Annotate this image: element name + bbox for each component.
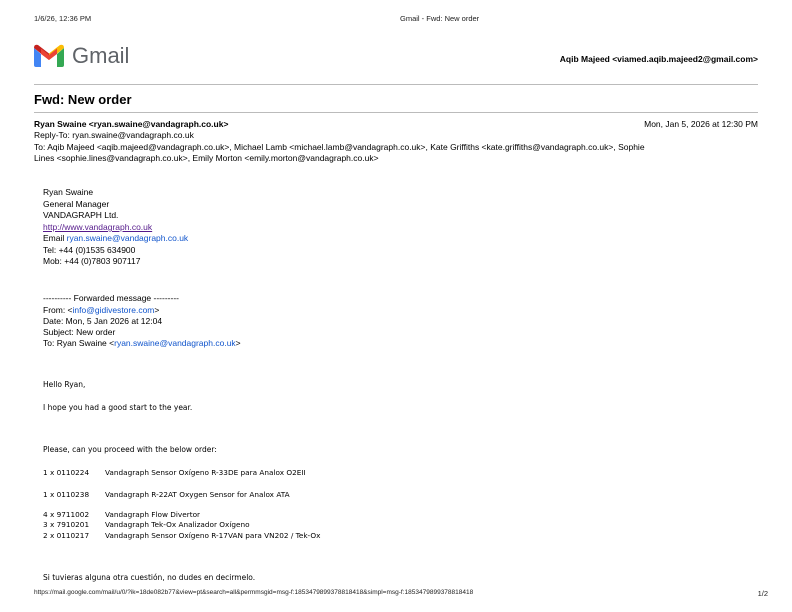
print-datetime: 1/6/26, 12:36 PM (34, 14, 92, 23)
forwarded-from-link[interactable]: info@gidivestore.com (72, 305, 155, 315)
order-desc: Vandagraph Sensor Oxígeno R-17VAN para VN202 / Tek-Ox (105, 531, 321, 540)
signature-email-row (43, 233, 188, 244)
forwarded-to-end: > (235, 338, 241, 348)
order-desc: Vandagraph Sensor Oxígeno R-33DE para Analox O2EII (105, 468, 306, 477)
signature-email-label: Email (43, 233, 67, 243)
order-desc: Vandagraph R-22AT Oxygen Sensor for Analox ATA (105, 490, 290, 499)
signature-role: General Manager (43, 199, 110, 209)
gmail-wordmark: Gmail (72, 43, 130, 68)
forwarded-subject: Subject: New order (43, 327, 116, 337)
forwarded-date: Date: Mon, 5 Jan 2026 at 12:04 (43, 316, 163, 326)
print-url: https://mail.google.com/mail/u/0/?ik=18de082b77&view=pt&search=all&permmsgid=msg-f:1853479899378818418&simpl=msg-f:1853479899378818418 (34, 589, 474, 596)
order-item (43, 510, 200, 519)
forwarded-from (43, 305, 159, 316)
forwarded-from-end: > (154, 305, 160, 315)
order-item (43, 490, 290, 499)
account-email: Aqib Majeed <viamed.aqib.majeed2@gmail.com> (559, 54, 758, 64)
body-greeting: Hello Ryan, (43, 380, 86, 389)
body-closing: Si tuvieras alguna otra cuestión, no dudes en decirmelo. (43, 573, 256, 582)
signature-company: VANDAGRAPH Ltd. (43, 210, 119, 220)
forwarded-to-label: To: Ryan Swaine < (43, 338, 115, 348)
signature-mob: Mob: +44 (0)7803 907117 (43, 256, 141, 266)
order-qty: 4 x 9711002 (43, 510, 90, 519)
forwarded-divider: ---------- Forwarded message --------- (43, 293, 179, 303)
order-qty: 3 x 7910201 (43, 520, 90, 529)
order-qty: 2 x 0110217 (43, 531, 90, 540)
order-desc: Vandagraph Tek-Ox Analizador Oxígeno (105, 520, 250, 529)
message-from: Ryan Swaine <ryan.swaine@vandagraph.co.uk> (34, 119, 229, 129)
body-line2: Please, can you proceed with the below order: (43, 445, 217, 454)
message-date: Mon, Jan 5, 2026 at 12:30 PM (644, 119, 758, 129)
order-item (43, 531, 320, 540)
top-divider (34, 84, 758, 85)
forwarded-to (43, 338, 241, 349)
forwarded-to-link[interactable]: ryan.swaine@vandagraph.co.uk (114, 338, 236, 348)
message-to-line2: Lines <sophie.lines@vandagraph.co.uk>, Emily Morton <emily.morton@vandagraph.co.uk> (34, 153, 379, 163)
order-qty: 1 x 0110224 (43, 468, 90, 477)
message-to-line1: To: Aqib Majeed <aqib.majeed@vandagraph.co.uk>, Michael Lamb <michael.lamb@vandagraph.co.uk>, Kate Griffiths <kate.griffiths@vandagraph.co.uk>, Sophie (34, 142, 645, 152)
order-qty: 1 x 0110238 (43, 490, 90, 499)
body-line1: I hope you had a good start to the year. (43, 403, 193, 412)
gmail-logo-icon (34, 44, 64, 68)
email-subject: Fwd: New order (34, 92, 132, 107)
order-item (43, 520, 250, 529)
order-item (43, 468, 306, 477)
message-reply-to: Reply-To: ryan.swaine@vandagraph.co.uk (34, 130, 194, 140)
signature-tel: Tel: +44 (0)1535 634900 (43, 245, 136, 255)
forwarded-from-label: From: < (43, 305, 73, 315)
signature-email-link[interactable]: ryan.swaine@vandagraph.co.uk (66, 233, 189, 243)
signature-website-link[interactable]: http://www.vandagraph.co.uk (43, 222, 153, 232)
signature-name: Ryan Swaine (43, 187, 94, 197)
order-desc: Vandagraph Flow Divertor (105, 510, 201, 519)
print-page-number: 1/2 (757, 589, 768, 598)
subject-divider (34, 112, 758, 113)
print-title: Gmail - Fwd: New order (400, 14, 480, 23)
